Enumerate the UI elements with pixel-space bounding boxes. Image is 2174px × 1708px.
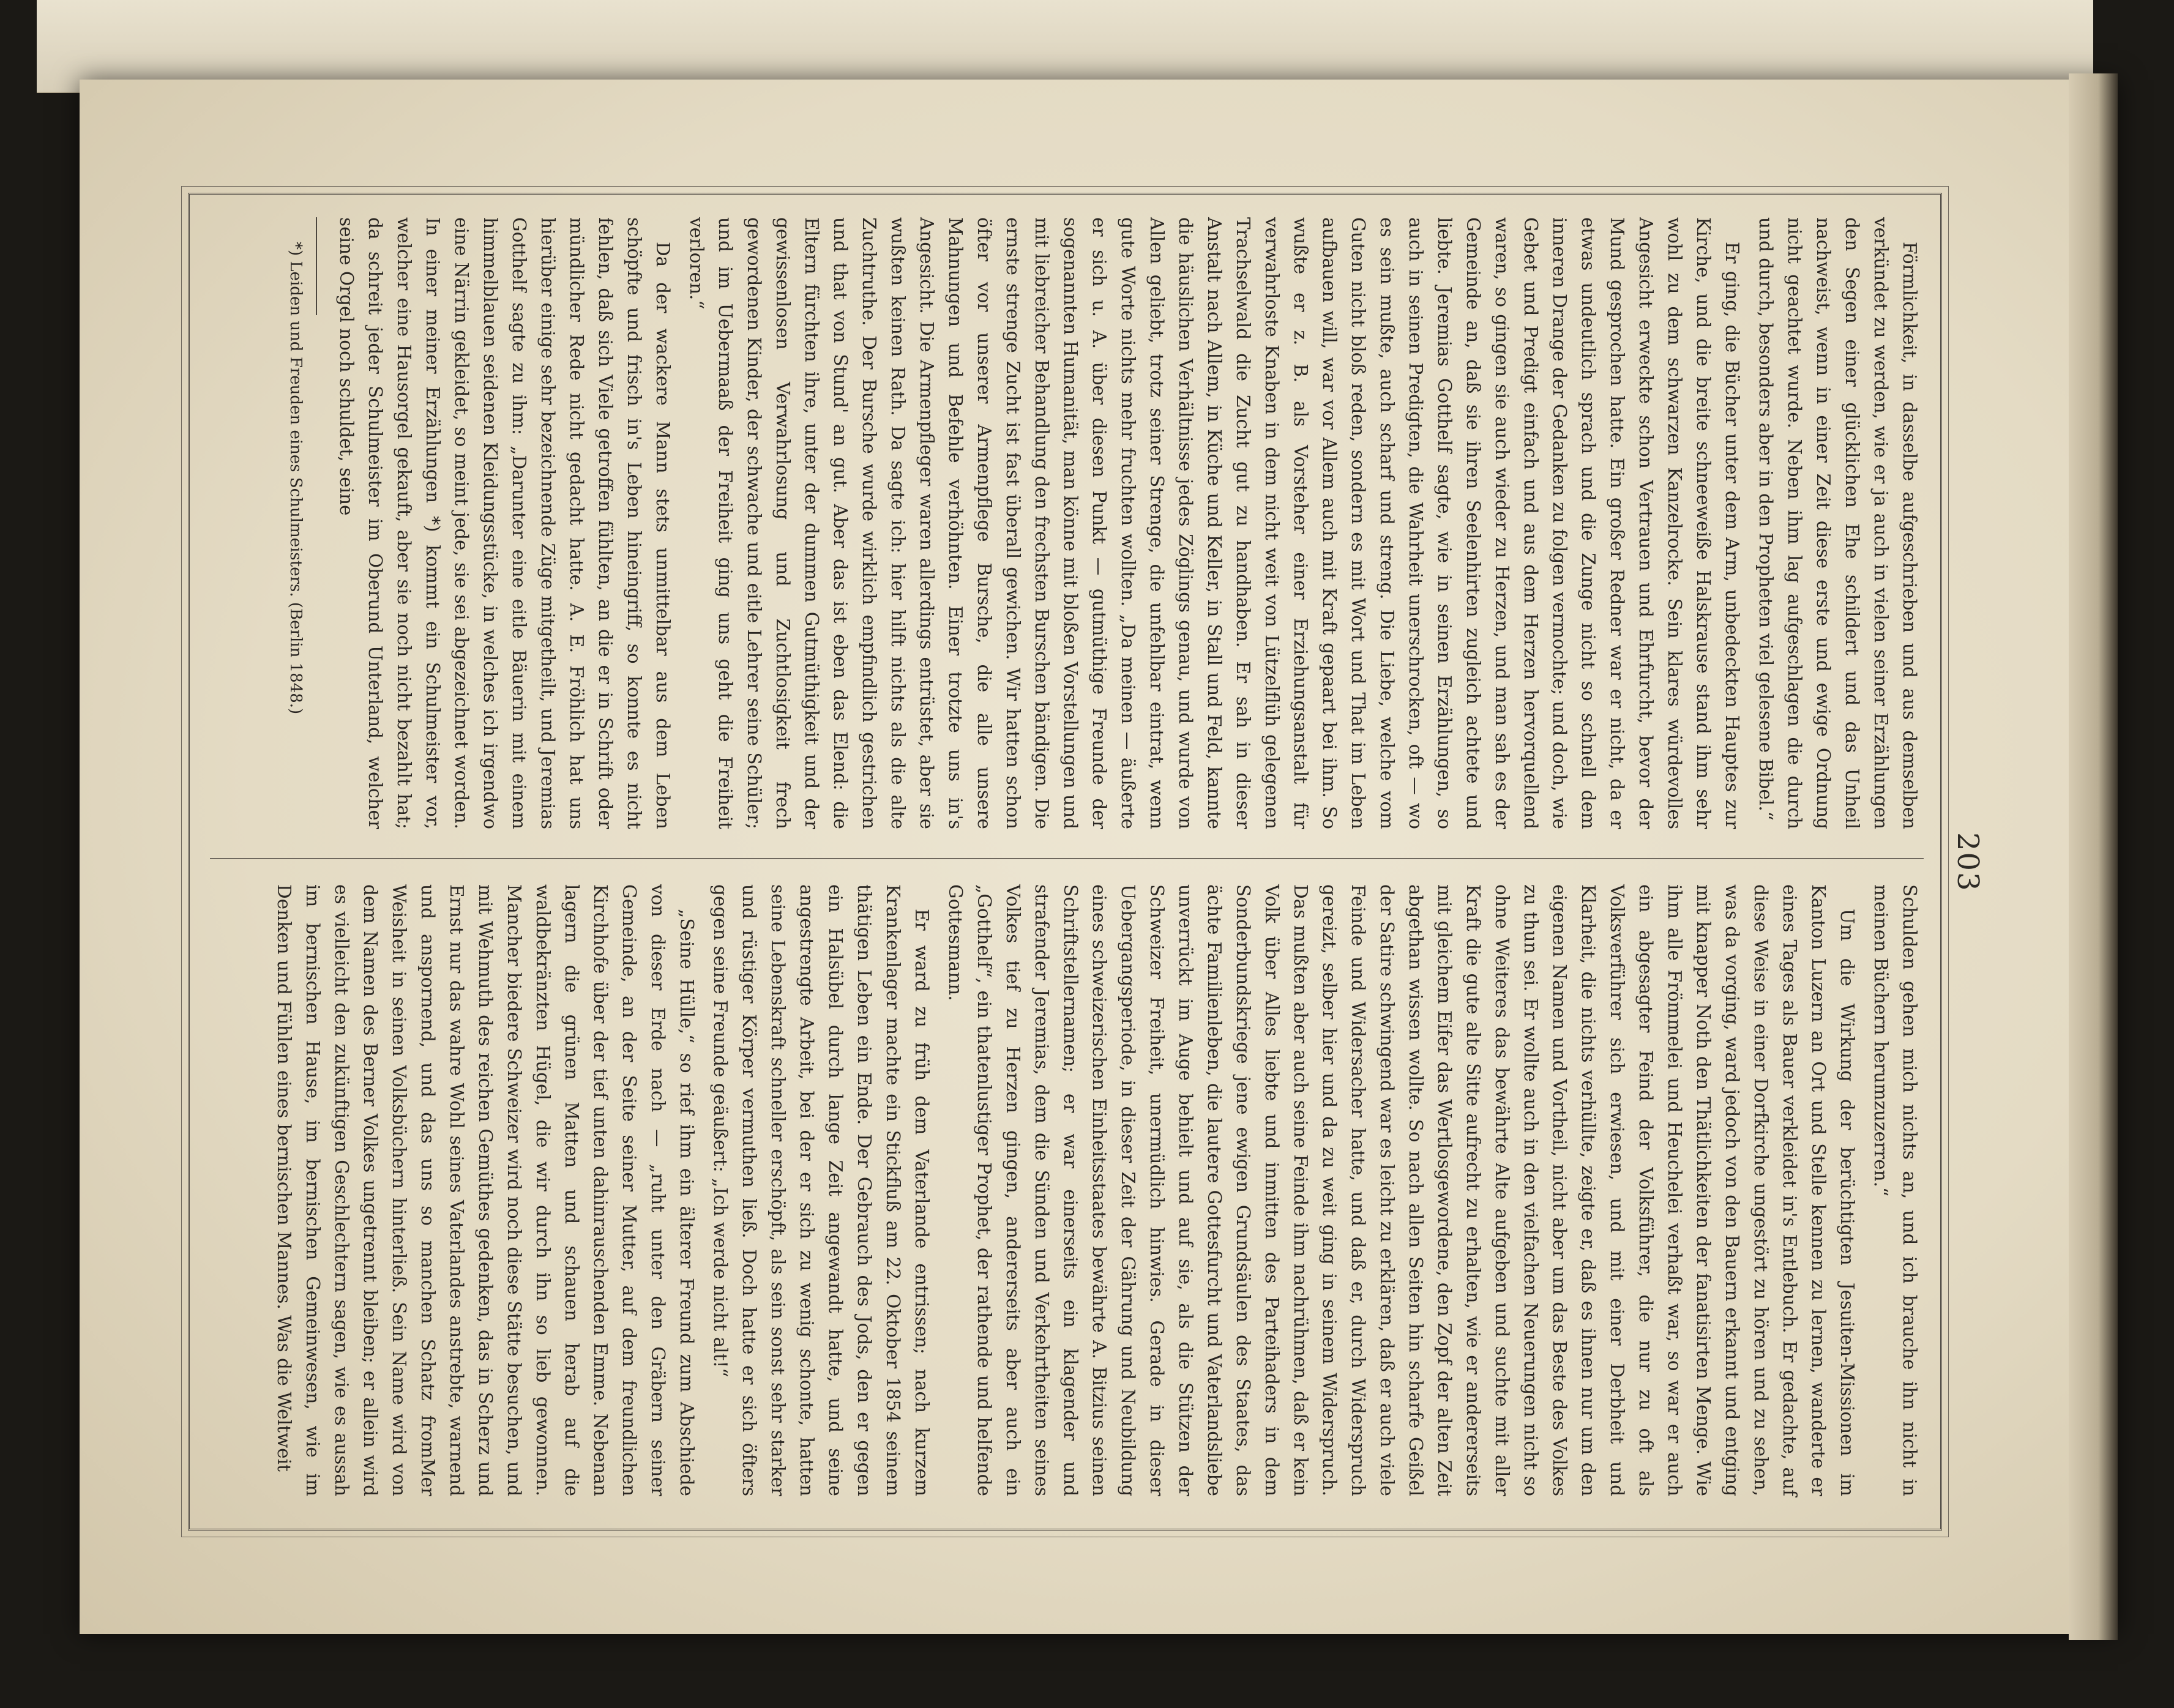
paragraph: „Seine Hülle,“ so rief ihm ein älterer Freund zum Abschiede von dieser Erde nach — „ruht unter den Gräbern seiner Gemeinde, an der Seite seiner Mutter, auf dem freundlichen Kirchhofe über der tief unten dahinrauschenden Emme. Nebenan lagern die grünen Matten und schauen herab auf die waldbekränzten Hügel, die wir durch ihn so lieb gewonnen. Mancher biedere Schweizer wird noch diese Stätte besuchen, und mit Wehmuth des reichen Gemüthes gedenken, das in Scherz und Ernst nur das wahre Wohl seines Vaterlandes anstrebte, warnend und anspornend, und das uns so manchen Schatz fromMer Weisheit in seinen Volksbüchern hinterließ. Sein Name wird von dem Namen des Berner Volkes ungetrennt bleiben; er allein wird es vielleicht den zukünftigen Geschlechtern sagen, wie es aussah im bernischen Hause, im bernischen Gemeinwesen, wie im Denken und Fühlen eines bernischen Mannes. Was die Weltweit	[274, 884, 697, 1496]
left-column	[284, 217, 1924, 829]
footnote: *) Leiden und Freuden eines Schulmeisters. (Berlin 1848.)	[286, 242, 305, 715]
page-stack-edge	[2069, 73, 2118, 1640]
paragraph: Er ging, die Bücher unter dem Arm, unbedeckten Hauptes zur Kirche, und die breite schneeweiße Halskrause stand ihm sehr wohl zu dem schwarzen Kanzelrocke. Sein klares würdevolles Angesicht erweckte schon Vertrauen und Ehrfurcht, bevor der Mund gesprochen hatte. Ein großer Redner war er nicht, da er etwas undeutlich sprach und die Zunge nicht so schnell dem inneren Drange der Gedanken zu folgen vermochte; und doch, wie Gebet und Predigt einfach und aus dem Herzen hervorquellend waren, so gingen sie auch wieder zu Herzen, und man sah es der Gemeinde an, daß sie ihren Seelenhirten zugleich achtete und liebte. Jeremias Gotthelf sagte, wie in seinen Erzählungen, so auch in seinen Predigten, die Wahrheit unerschrocken, oft — wo es sein mußte, auch scharf und streng. Die Liebe, welche vom Guten nicht bloß reden, sondern es mit Wort und That im Leben aufbauen will, war vor Allem auch mit Kraft gepaart bei ihm. So wußte er z. B. als Vorsteher einer Erziehungsanstalt für verwahrloste Knaben in dem nicht weit von Lützelflüh gelegenen Trachselwald die Zucht gut zu handhaben. Er sah in dieser Anstalt nach Allem, in Küche und Keller, in Stall und Feld, kannte die häuslichen Verhältnisse jedes Zöglings genau, und wurde von Allen geliebt, trotz seiner Strenge, die unfehlbar eintrat, wenn gute Worte nichts mehr fruchten wollten. „Da meinen — äußerte er sich u. A. über diesen Punkt — gutmüthige Freunde der sogenannten Humanität, man könne mit bloßen Vorstellungen und mit liebreicher Behandlung den frechsten Burschen bändigen. Die ernste strenge Zucht ist fast überall gewichen. Wir hatten schon öfter vor unserer Armenpflege Bursche, die alle unsere Mahnungen und Befehle verhöhnten. Einer trotzte uns in's Angesicht. Die Armenpfleger waren allerdings entrüstet, aber sie wußten keinen Rath. Da sagte ich: hier hilft nichts als die alte Zuchtruthe. Der Bursche wurde wirklich empfindlich gestrichen und that von Stund' an gut. Aber das ist eben das Elend: die Eltern fürchten ihre, unter der dummen Gutmüthigkeit und der gewissenlosen Verwahrlosung und Zuchtlosigkeit frech gewordenen Kinder, der schwache und eitle Lehrer seine Schüler; und im Uebermaaß der Freiheit ging uns geht die Freiheit verloren.“	[686, 217, 1743, 829]
paragraph: Schulden gehen mich nichts an, und ich brauche ihn nicht in meinen Büchern herumzuzerren.“	[1870, 884, 1920, 1496]
paragraph: Um die Wirkung der berüchtigten Jesuiten-Missionen im Kanton Luzern an Ort und Stelle kennen zu lernen, wanderte er eines Tages als Bauer verkleidet in's Entlebuch. Er gedachte, auf diese Weise in einer Dorfkirche ungestört zu hören und zu sehen, was da vorging, ward jedoch von den Bauern erkannt und entging mit knapper Noth den Thätlichkeiten der fanatisirten Menge. Wie ihm alle Frömmelei und Heuchelei verhaßt war, so war er auch ein abgesagter Feind der Volksführer, die nur zu oft als Volksverführer sich erwiesen, und mit einer Derbheit und Klarheit, die nichts verhüllte, zeigte er, daß es ihnen nur um den eigenen Namen und Vortheil, nicht aber um das Beste des Volkes zu thun sei. Er wollte auch in den vielfachen Neuerungen nicht so ohne Weiteres das bewährte Alte aufgeben und suchte mit aller Kraft die gute alte Sitte aufrecht zu erhalten, wie er andererseits mit gleichem Eifer das Wertlosgewordene, den Zopf der alten Zeit abgethan wissen wollte. So nach allen Seiten hin scharfe Geißel der Satire schwingend war es leicht zu erklären, daß er auch viele Feinde und Widersacher hatte, und daß er, durch Widerspruch gereizt, selber hier und da zu weit ging in seinem Widerspruch. Das mußten aber auch seine Feinde ihm nachrühmen, daß er kein Volk über Alles liebte und inmitten des Parteihaders in dem Sonderbundskriege jene ewigen Grundsäulen des Staates, das ächte Familienleben, die lautere Gottesfurcht und Vaterlandsliebe unverrückt im Auge behielt und auf sie, als die Stützen der Schweizer Freiheit, unermüdlich hinwies. Gerade in dieser Uebergangsperiode, in dieser Zeit der Gährung und Neubildung eines schweizerischen Einheitsstaates bewährte A. Bitzius seinen Schriftstellernamen; er war einerseits ein klagender und strafender Jeremias, dem die Sünden und Verkehrtheiten seines Volkes tief zu Herzen gingen, andererseits aber auch ein „Gotthelf“, ein thatenlustiger Prophet, der rathende und helfende Gottesmann.	[945, 884, 1858, 1496]
paragraph: Förmlichkeit, in dasselbe aufgeschrieben und aus demselben verkündet zu werden, wie er ja auch in vielen seiner Erzählungen den Segen einer glücklichen Ehe schildert und das Unheil nachweist, wenn in einer Zeit diese erste und ewige Ordnung nicht geachtet wurde. Neben ihm lag aufgeschlagen die durch und durch, besonders aber in den Propheten viel gelesene Bibel.“	[1755, 217, 1920, 829]
right-column	[264, 884, 1924, 1496]
paragraph: Er ward zu früh dem Vaterlande entrissen; nach kurzem Krankenlager machte ein Stickfluß am 22. Oktober 1854 seinem thätigen Leben ein Ende. Der Gebrauch des Jods, den er gegen ein Halsübel durch lange Zeit angewandt hatte, und seine angestrengte Arbeit, bei der er sich zu wenig schonte, hatten seine Lebenskraft schneller erschöpft, als sein sonst sehr starker und rüstiger Körper vermuthen ließ. Doch hatte er sich öfters gegen seine Freunde geäußert: „Ich werde nicht alt!“	[710, 884, 932, 1496]
column-divider	[210, 858, 1924, 859]
footnote-divider	[316, 217, 317, 315]
paragraph: Da der wackere Mann stets unmittelbar aus dem Leben schöpfte und frisch in's Leben hineingriff, so konnte es nicht fehlen, daß sich Viele getroffen fühlten, an die er in Schrift oder mündlicher Rede nicht gedacht hatte. A. E. Fröhlich hat uns hierüber einige sehr bezeichnende Züge mitgetheilt, und Jeremias Gotthelf sagte zu ihm: „Darunter eine eitle Bäuerin mit einem himmelblauen seidenen Kleidungsstücke, in welches ich irgendwo eine Närrin gekleidet, so meint jede, sie sei abgezeichnet worden. In einer meiner Erzählungen *) kommt ein Schulmeister vor, welcher eine Hausorgel gekauft, aber sie noch nicht bezahlt hat; da schreit jeder Schulmeister im Oberund Unterland, welcher seine Orgel noch schuldet, seine	[336, 217, 673, 829]
page-number: 203	[1951, 832, 1985, 892]
rotated-page-content	[167, 181, 1985, 1539]
